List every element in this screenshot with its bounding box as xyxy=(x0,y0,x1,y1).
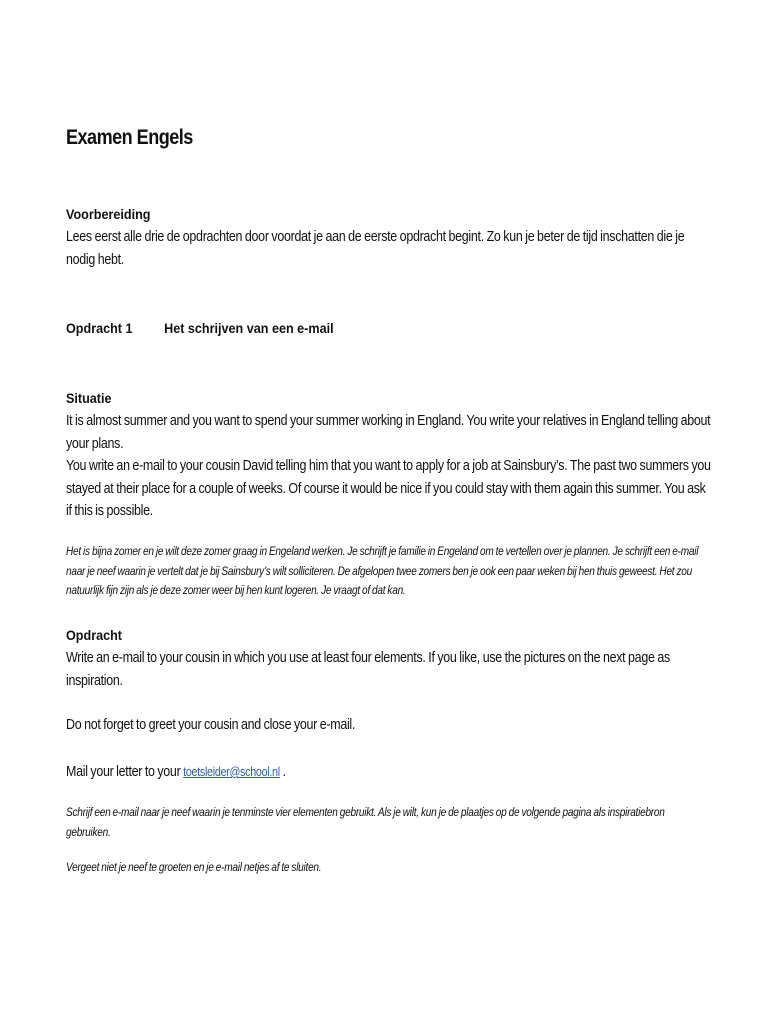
situatie-paragraph-2: You write an e-mail to your cousin David telling him that you want to apply for a job at Sainsbury’s. The past two summers you stayed at their place for a couple of weeks. Of course it would be nice if you could stay with them again this summer. You ask if this is possible. xyxy=(66,458,711,519)
document-title: Examen Engels xyxy=(66,126,193,149)
opdracht-dutch-text-2: Vergeet niet je neef te groeten en je e-mail netjes af te sluiten. xyxy=(66,860,322,874)
opdracht1-heading xyxy=(66,318,642,338)
voorbereiding-text: Lees eerst alle drie de opdrachten door voordat je aan de eerste opdracht begint. Zo kun je beter de tijd inschatten die je nodig hebt. xyxy=(66,229,685,268)
mail-suffix: . xyxy=(282,764,286,780)
situatie-dutch-text: Het is bijna zomer en je wilt deze zomer graag in Engeland werken. Je schrijft je familie in Engeland om te vertellen over je plannen. Je schrijft een e-mail naar je neef waarin je vertelt dat je bij Sainsbury’s wilt solliciteren. De afgelopen twee zomers ben je ook een paar weken bij hen thuis geweest. Het zou natuurlijk fijn zijn als je deze zomer weer bij hen kunt logeren. Je vraagt of dat kan. xyxy=(66,544,699,597)
opdracht-heading: Opdracht xyxy=(66,627,123,643)
opdracht1-label: Opdracht 1 xyxy=(66,320,133,336)
opdracht1-title: Het schrijven van een e-mail xyxy=(164,320,334,336)
opdracht-dutch-text-1: Schrijf een e-mail naar je neef waarin je tenminste vier elementen gebruikt. Als je wilt, kun je de plaatjes op de volgende pagina als inspiratiebron gebruiken. xyxy=(66,805,665,839)
email-link[interactable]: toetsleider@school.nl xyxy=(183,765,280,779)
opdracht-paragraph-1: Write an e-mail to your cousin in which you use at least four elements. If you like, use the pictures on the next page as inspiration. xyxy=(66,650,670,689)
situatie-heading: Situatie xyxy=(66,390,112,406)
mail-prefix: Mail your letter to your xyxy=(66,764,181,780)
opdracht-paragraph-2: Do not forget to greet your cousin and close your e-mail. xyxy=(66,717,356,733)
mail-instruction xyxy=(66,761,711,784)
situatie-paragraph-1: It is almost summer and you want to spend your summer working in England. You write your relatives in England telling about your plans. xyxy=(66,413,711,452)
voorbereiding-heading: Voorbereiding xyxy=(66,206,151,222)
